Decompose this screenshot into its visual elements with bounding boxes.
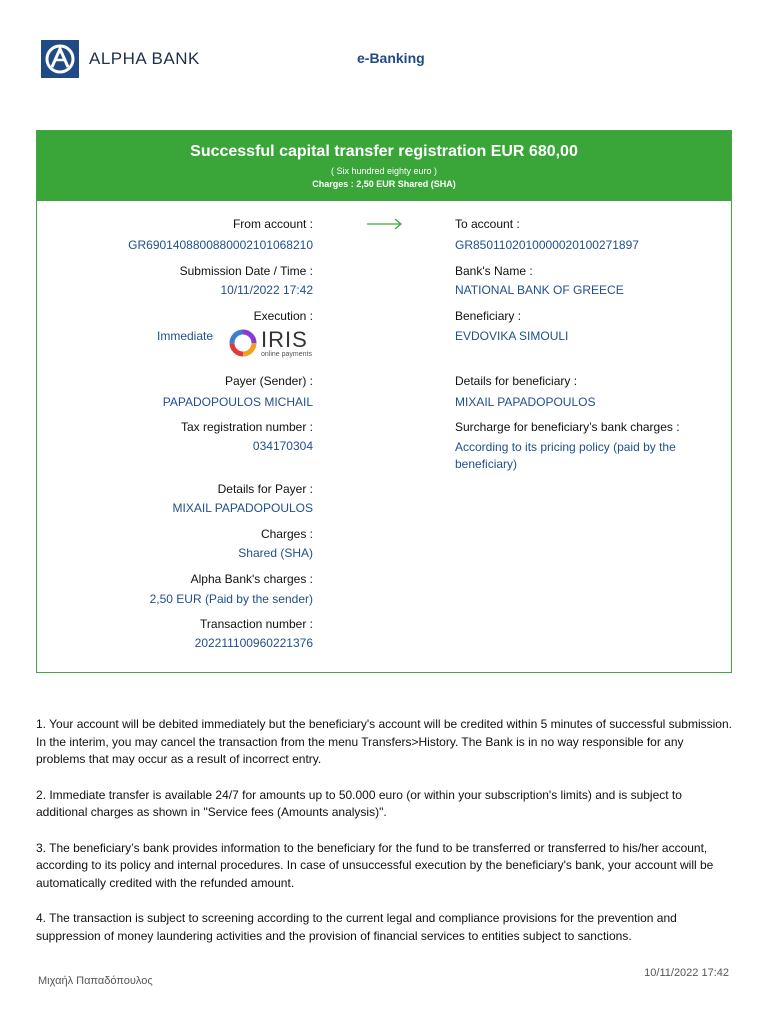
from-account-label: From account : <box>232 217 313 231</box>
tax-number-label: Tax registration number : <box>180 420 313 434</box>
charges-value: Shared (SHA) <box>238 546 313 560</box>
surcharge-value: According to its pricing policy (paid by the beneficiary) <box>455 440 676 471</box>
transfer-confirmation-box <box>36 130 732 673</box>
execution-label: Execution : <box>253 309 313 323</box>
execution-value: Immediate <box>157 329 214 343</box>
note-item: 2. Immediate transfer is available 24/7 for amounts up to 50.000 euro (or within your subscription's limits) and is subject to additional charges as shown in "Service fees (Amounts analysis)". <box>36 787 682 819</box>
surcharge-label: Surcharge for beneficiary’s bank charges : <box>455 420 680 434</box>
confirmation-header <box>37 131 731 201</box>
details-payer-label: Details for Payer : <box>217 482 313 496</box>
details-payer-value: MIXAIL PAPADOPOULOS <box>172 501 313 515</box>
footer-timestamp: 10/11/2022 17:42 <box>644 967 729 979</box>
iris-wordmark: IRIS <box>261 327 308 352</box>
bank-charges-label: Alpha Bank's charges : <box>190 572 313 586</box>
note-item: 4. The transaction is subject to screening according to the current legal and compliance provisions for the prevention and suppression of money laundering activities and the provision of financial services to entities subject to sanctions. <box>36 911 677 943</box>
transaction-number-label: Transaction number : <box>200 617 313 631</box>
transfer-notes <box>36 716 732 963</box>
submission-label: Submission Date / Time : <box>179 264 313 278</box>
iris-icon <box>229 329 257 357</box>
from-account-value: GR6901408800880002101068210 <box>128 238 313 252</box>
to-account-value: GR8501102010000020100271897 <box>455 238 639 252</box>
tax-number-value: 034170304 <box>252 439 313 453</box>
amount-in-words: ( Six hundred eighty euro ) <box>330 166 438 176</box>
charges-summary: Charges : 2,50 EUR Shared (SHA) <box>312 179 456 189</box>
to-account-label: To account : <box>455 217 520 231</box>
details-beneficiary-value: MIXAIL PAPADOPOULOS <box>455 395 596 409</box>
charges-label: Charges : <box>260 527 313 541</box>
bank-logo <box>41 40 200 78</box>
note-item: 3. The beneficiary’s bank provides information to the beneficiary for the fund to be transferred or transferred to his/her account, according to its policy and internal procedures. In case of unsuccessful execution by the beneficiary's bank, your account will be automatically credited with the refunded amount. <box>36 840 714 890</box>
iris-subtext: online payments <box>261 351 312 358</box>
alpha-bank-logo-icon <box>41 40 79 78</box>
payer-label: Payer (Sender) : <box>224 374 313 388</box>
arrow-right-icon <box>367 217 403 231</box>
payer-value: PAPADOPOULOS MICHAIL <box>162 395 313 409</box>
transaction-number-value: 202211100960221376 <box>194 636 313 650</box>
submission-value: 10/11/2022 17:42 <box>220 283 313 297</box>
bank-name: ALPHA BANK <box>89 49 200 68</box>
bank-name-label: Bank's Name : <box>455 264 533 278</box>
details-beneficiary-label: Details for beneficiary : <box>455 374 578 388</box>
beneficiary-value: EVDOVIKA SIMOULI <box>455 329 569 343</box>
bank-name-value: NATIONAL BANK OF GREECE <box>455 283 624 297</box>
iris-logo <box>229 327 319 361</box>
ebanking-title: e-Banking <box>357 50 425 66</box>
beneficiary-label: Beneficiary : <box>455 309 522 323</box>
bank-charges-value: 2,50 EUR (Paid by the sender) <box>149 592 313 606</box>
footer-name: Μιχαήλ Παπαδόπουλος <box>38 975 153 987</box>
confirmation-title: Successful capital transfer registration EUR 680,00 <box>190 143 578 160</box>
note-item: 1. Your account will be debited immediately but the beneficiary's account will be credited within 5 minutes of successful submission. In the interim, you may cancel the transaction from the menu Transfers>History. The Bank is in no way responsible for any problems that may occur as a result of incorrect entry. <box>36 717 732 766</box>
